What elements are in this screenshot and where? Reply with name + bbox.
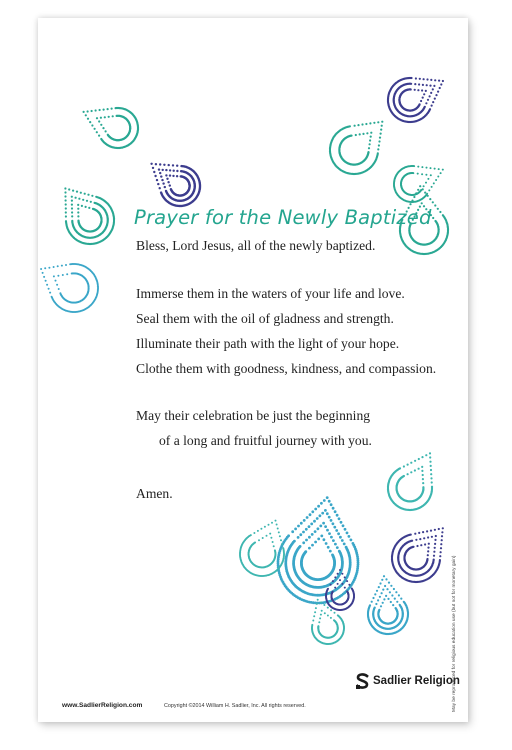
dotted-raindrop-icon <box>393 165 444 203</box>
dotted-raindrop-icon <box>239 520 285 577</box>
dotted-raindrop-icon <box>150 163 201 208</box>
dotted-raindrop-icon <box>367 575 409 635</box>
prayer-line-5: Clothe them with goodness, kindness, and compassion. <box>136 361 437 376</box>
dotted-raindrop-icon <box>40 263 99 313</box>
dotted-raindrop-icon <box>387 452 433 511</box>
dotted-raindrop-icon <box>329 121 384 175</box>
sadlier-logo <box>356 673 460 689</box>
footer-url: www.SadlierReligion.com <box>62 702 143 709</box>
dotted-raindrop-icon <box>64 187 115 245</box>
sadlier-s-logo-icon <box>356 673 369 689</box>
prayer-amen: Amen. <box>136 486 173 501</box>
handout-sheet <box>38 18 468 722</box>
dotted-raindrop-icon <box>311 599 345 645</box>
prayer-line-6: May their celebration be just the beginning <box>136 408 371 423</box>
dotted-raindrop-icon <box>277 496 360 604</box>
reproduction-note: May be reproduced for religious education use (but not for monetary gain) <box>452 555 457 712</box>
brand-name: Sadlier Religion <box>373 675 460 687</box>
prayer-line-1: Bless, Lord Jesus, all of the newly baptized. <box>136 238 376 253</box>
prayer-line-4: Illuminate their path with the light of your hope. <box>136 336 400 351</box>
dotted-raindrop-icon <box>83 107 140 149</box>
dotted-raindrop-icon <box>387 77 444 123</box>
footer-copyright: Copyright ©2014 William H. Sadlier, Inc. All rights reserved. <box>164 703 306 709</box>
prayer-line-3: Seal them with the oil of gladness and strength. <box>136 311 394 326</box>
prayer-title: Prayer for the Newly Baptized <box>134 206 432 229</box>
prayer-line-7: of a long and fruitful journey with you. <box>159 433 372 448</box>
prayer-line-2: Immerse them in the waters of your life and love. <box>136 286 405 301</box>
dotted-raindrop-icon <box>391 527 444 583</box>
